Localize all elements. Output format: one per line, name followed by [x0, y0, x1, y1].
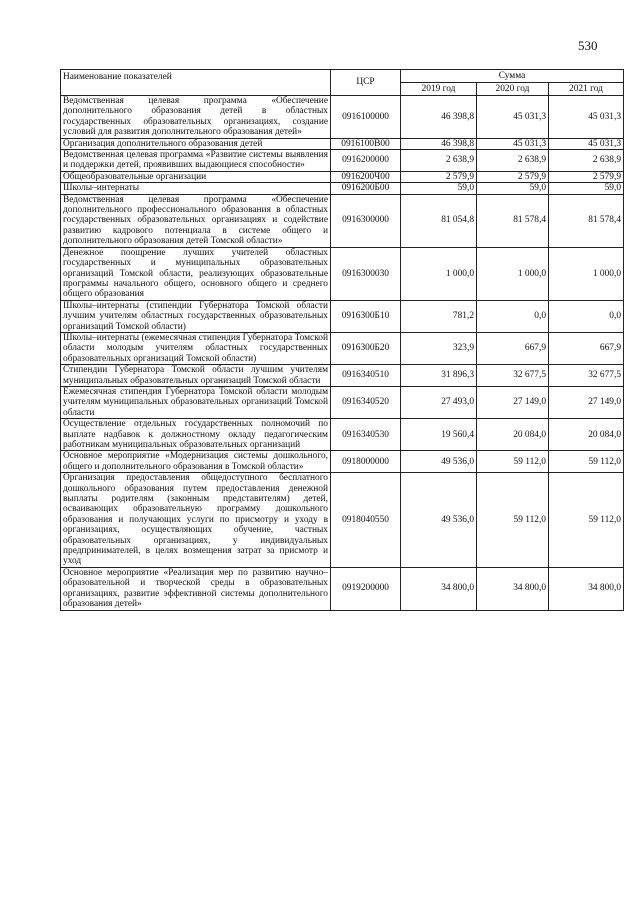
page-number: 530 — [578, 38, 598, 53]
row-csr: 0916100В00 — [331, 138, 401, 149]
row-2019: 2 638,9 — [401, 150, 477, 172]
table-row — [61, 194, 624, 247]
table-row — [61, 150, 624, 172]
row-2019: 2 579,9 — [401, 171, 477, 182]
budget-table — [60, 69, 624, 611]
row-2020: 667,9 — [477, 332, 549, 364]
row-csr: 0916300000 — [331, 194, 401, 247]
row-2019: 1 000,0 — [401, 247, 477, 300]
row-2020: 34 800,0 — [477, 567, 549, 610]
row-2019: 81 054,8 — [401, 194, 477, 247]
row-name: Основное мероприятие «Модернизация системы дошкольного, общего и дополнительного образования в Томской области» — [61, 451, 331, 473]
row-name: Ведомственная целевая программа «Развитие системы выявления и поддержки детей, проявивших выдающиеся способности» — [61, 150, 331, 172]
table-row — [61, 386, 624, 418]
row-2021: 2 579,9 — [549, 171, 624, 182]
row-name: Общеобразовательные организации — [61, 171, 331, 182]
row-csr: 0916100000 — [331, 96, 401, 139]
row-2021: 20 084,0 — [549, 419, 624, 451]
row-2019: 34 800,0 — [401, 567, 477, 610]
row-2021: 59 112,0 — [549, 451, 624, 473]
row-2021: 667,9 — [549, 332, 624, 364]
row-csr: 0916340530 — [331, 419, 401, 451]
header-year-2021: 2021 год — [549, 83, 624, 96]
row-2021: 34 800,0 — [549, 567, 624, 610]
row-csr: 0916200Б00 — [331, 183, 401, 194]
table-row — [61, 451, 624, 473]
row-csr: 0916340510 — [331, 365, 401, 387]
header-sum: Сумма — [401, 70, 624, 83]
row-2019: 46 398,8 — [401, 138, 477, 149]
row-2021: 59 112,0 — [549, 473, 624, 568]
row-csr: 0916200Ч00 — [331, 171, 401, 182]
row-2020: 1 000,0 — [477, 247, 549, 300]
row-2020: 0,0 — [477, 300, 549, 332]
table-row — [61, 183, 624, 194]
row-csr: 0918000000 — [331, 451, 401, 473]
row-2021: 45 031,3 — [549, 138, 624, 149]
header-name: Наименование показателей — [61, 70, 331, 96]
row-name: Ведомственная целевая программа «Обеспечение дополнительного образования детей в областных государственных образовательных организациях, создание условий для развития дополнительного образования детей» — [61, 96, 331, 139]
row-2020: 59,0 — [477, 183, 549, 194]
table-row — [61, 300, 624, 332]
table-row — [61, 138, 624, 149]
row-2021: 0,0 — [549, 300, 624, 332]
row-2021: 2 638,9 — [549, 150, 624, 172]
header-year-2020: 2020 год — [477, 83, 549, 96]
row-2019: 49 536,0 — [401, 451, 477, 473]
row-csr: 0916340520 — [331, 386, 401, 418]
row-2019: 59,0 — [401, 183, 477, 194]
row-name: Школы–интернаты (стипендии Губернатора Томской области лучшим учителям областных государственных образовательных организаций Томской области) — [61, 300, 331, 332]
row-2021: 45 031,3 — [549, 96, 624, 139]
row-2020: 59 112,0 — [477, 451, 549, 473]
row-2019: 46 398,8 — [401, 96, 477, 139]
row-2020: 2 579,9 — [477, 171, 549, 182]
row-csr: 0919200000 — [331, 567, 401, 610]
row-2019: 781,2 — [401, 300, 477, 332]
row-2020: 32 677,5 — [477, 365, 549, 387]
row-name: Организация предоставления общедоступного бесплатного дошкольного образования путем предоставления денежной выплаты родителям (законным представителям) детей, осваивающих образовательную программу дошкольного образования и получающих услуги по присмотру и уходу в организациях, осуществляющих обучение, частных образовательных организациях, у индивидуальных предпринимателей, в целях возмещения затрат за присмотр и уход — [61, 473, 331, 568]
row-2020: 45 031,3 — [477, 138, 549, 149]
row-name: Школы–интернаты — [61, 183, 331, 194]
table-row — [61, 171, 624, 182]
row-name: Денежное поощрение лучших учителей областных государственных и муниципальных образовательных организаций Томской области, реализующих образовательные программы начального общего, основного общего и среднего общего образования — [61, 247, 331, 300]
row-csr: 0918040550 — [331, 473, 401, 568]
row-2019: 27 493,0 — [401, 386, 477, 418]
row-2019: 323,9 — [401, 332, 477, 364]
table-row — [61, 332, 624, 364]
row-2021: 27 149,0 — [549, 386, 624, 418]
row-2020: 59 112,0 — [477, 473, 549, 568]
header-year-2019: 2019 год — [401, 83, 477, 96]
table-row — [61, 473, 624, 568]
row-2020: 2 638,9 — [477, 150, 549, 172]
row-2020: 27 149,0 — [477, 386, 549, 418]
row-name: Ведомственная целевая программа «Обеспечение дополнительного профессионального образования в областных государственных образовательных организациях и содействие развитию кадрового потенциала в системе общего и дополнительного образования детей Томской области» — [61, 194, 331, 247]
row-name: Организация дополнительного образования детей — [61, 138, 331, 149]
row-csr: 0916300Б10 — [331, 300, 401, 332]
row-csr: 0916300030 — [331, 247, 401, 300]
row-name: Ежемесячная стипендия Губернатора Томской области молодым учителям муниципальных образовательных организаций Томской области — [61, 386, 331, 418]
row-2021: 1 000,0 — [549, 247, 624, 300]
row-csr: 0916300Б20 — [331, 332, 401, 364]
row-2020: 45 031,3 — [477, 96, 549, 139]
row-2021: 59,0 — [549, 183, 624, 194]
table-row — [61, 419, 624, 451]
table-row — [61, 96, 624, 139]
row-name: Основное мероприятие «Реализация мер по развитию научно–образовательной и творческой среды в образовательных организациях, развитие эффективной системы дополнительного образования детей» — [61, 567, 331, 610]
table-row — [61, 247, 624, 300]
header-csr: ЦСР — [331, 70, 401, 96]
row-name: Осуществление отдельных государственных полномочий по выплате надбавок к должностному окладу педагогическим работникам муниципальных образовательных организаций — [61, 419, 331, 451]
row-2020: 81 578,4 — [477, 194, 549, 247]
row-csr: 0916200000 — [331, 150, 401, 172]
row-2021: 81 578,4 — [549, 194, 624, 247]
row-name: Школы–интернаты (ежемесячная стипендия Губернатора Томской области молодым учителям областных государственных образовательных организаций Томской области) — [61, 332, 331, 364]
row-2020: 20 084,0 — [477, 419, 549, 451]
table-row — [61, 567, 624, 610]
row-2019: 31 896,3 — [401, 365, 477, 387]
table-row — [61, 365, 624, 387]
row-2019: 49 536,0 — [401, 473, 477, 568]
row-name: Стипендии Губернатора Томской области лучшим учителям муниципальных образовательных организаций Томской области — [61, 365, 331, 387]
row-2021: 32 677,5 — [549, 365, 624, 387]
row-2019: 19 560,4 — [401, 419, 477, 451]
